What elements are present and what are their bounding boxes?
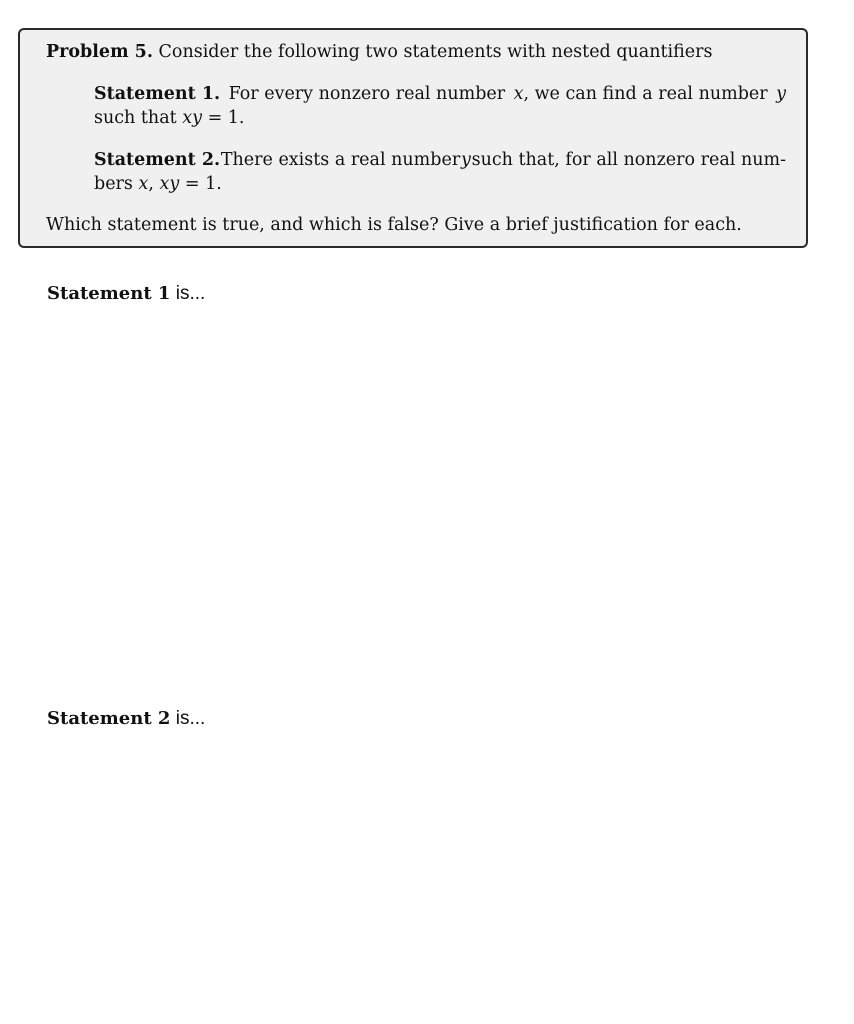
problem-label: Problem 5. <box>46 42 153 62</box>
answer-2-prompt <box>47 707 205 731</box>
statement-1-text-c: such that <box>94 108 177 128</box>
statement-2-var-x: x <box>138 174 149 194</box>
statement-2-line-1 <box>94 148 786 172</box>
statement-2-line-2 <box>94 172 222 196</box>
statement-1-var-y: y <box>776 84 786 104</box>
statement-2-var-y: y <box>460 150 471 170</box>
problem-box <box>18 28 808 248</box>
answer-2-suffix: is... <box>170 708 206 729</box>
statement-2-text-c: bers <box>94 174 133 194</box>
answer-2-lead: Statement 2 <box>47 708 171 729</box>
statement-1-equation-rhs: = 1. <box>202 108 245 128</box>
statement-1-text-b: , we can find a real number <box>523 84 768 104</box>
statement-1-text-a: For every nonzero real number <box>228 84 506 104</box>
statement-2-equation-rhs: = 1. <box>179 174 222 194</box>
problem-intro: Consider the following two statements with nested quantifiers <box>158 42 713 62</box>
statement-1-var-x: x <box>513 84 524 104</box>
problem-question: Which statement is true, and which is false? Give a brief justification for each. <box>46 215 742 235</box>
statement-2-text-a: There exists a real number <box>220 150 461 170</box>
statement-1-line-1 <box>94 82 786 106</box>
answer-1-lead: Statement 1 <box>47 283 171 304</box>
statement-1-label: Statement 1. <box>94 84 221 104</box>
statement-2-text-b: such that, for all nonzero real num- <box>471 150 786 170</box>
statement-2-comma: , <box>148 174 154 194</box>
statement-1-line-2 <box>94 106 245 130</box>
statement-1-x-group <box>514 82 768 106</box>
answer-1-suffix: is... <box>170 283 206 304</box>
answer-1-prompt <box>47 282 205 306</box>
statement-1-equation-lhs: xy <box>182 108 202 128</box>
problem-heading <box>46 40 713 64</box>
statement-2-equation-lhs: xy <box>159 174 180 194</box>
statement-2-label: Statement 2. <box>94 150 221 170</box>
